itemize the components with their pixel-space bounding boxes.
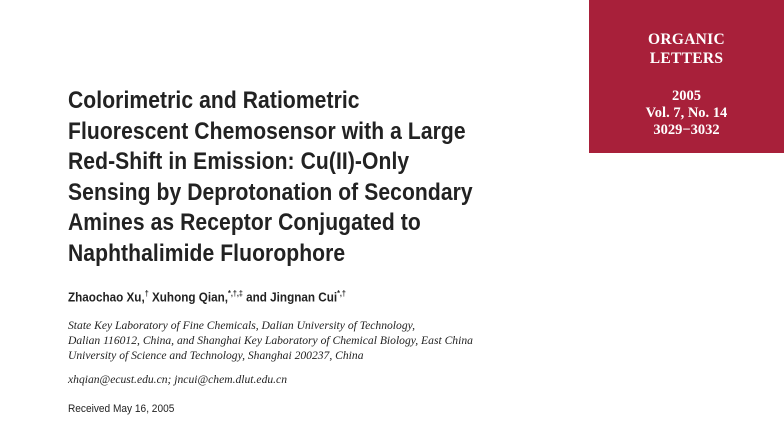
received-date: Received May 16, 2005 xyxy=(68,403,175,415)
author-affiliation-marks: *,† xyxy=(337,289,346,298)
contact-emails: xhqian@ecust.edu.cn; jncui@chem.dlut.edu.cn xyxy=(68,373,288,386)
journal-citation xyxy=(589,88,784,139)
journal-pages: 3029−3032 xyxy=(653,122,720,138)
author-separator: and xyxy=(242,289,271,305)
affiliations xyxy=(68,318,588,364)
journal-year: 2005 xyxy=(672,88,701,104)
title-line: Colorimetric and Ratiometric xyxy=(68,87,360,114)
author-affiliation-marks: † xyxy=(144,289,149,298)
affiliation-line: State Key Laboratory of Fine Chemicals, Dalian University of Technology, xyxy=(68,319,416,332)
journal-name xyxy=(589,30,784,68)
journal-name-line-2: LETTERS xyxy=(649,50,724,67)
title-line: Amines as Receptor Conjugated to xyxy=(68,209,421,237)
author-affiliation-marks: *,†,‡ xyxy=(228,289,243,298)
title-line: Fluorescent Chemosensor with a Large xyxy=(68,117,466,145)
article-title xyxy=(68,86,481,270)
journal-volume: Vol. 7, No. 14 xyxy=(645,105,728,121)
author-name: Xuhong Qian, xyxy=(151,289,229,305)
journal-badge xyxy=(589,0,784,153)
affiliation-line: Dalian 116012, China, and Shanghai Key Laboratory of Chemical Biology, East China xyxy=(68,334,473,348)
journal-name-line-1: ORGANIC xyxy=(647,31,726,48)
title-line: Red-Shift in Emission: Cu(II)-Only xyxy=(68,148,410,176)
title-line: Naphthalimide Fluorophore xyxy=(68,239,346,267)
author-name: Zhaochao Xu, xyxy=(68,289,145,305)
author-name: Jingnan Cui xyxy=(270,289,338,305)
title-line: Sensing by Deprotonation of Secondary xyxy=(68,178,473,206)
author-list xyxy=(68,289,346,304)
affiliation-line: University of Science and Technology, Shanghai 200237, China xyxy=(68,349,364,363)
